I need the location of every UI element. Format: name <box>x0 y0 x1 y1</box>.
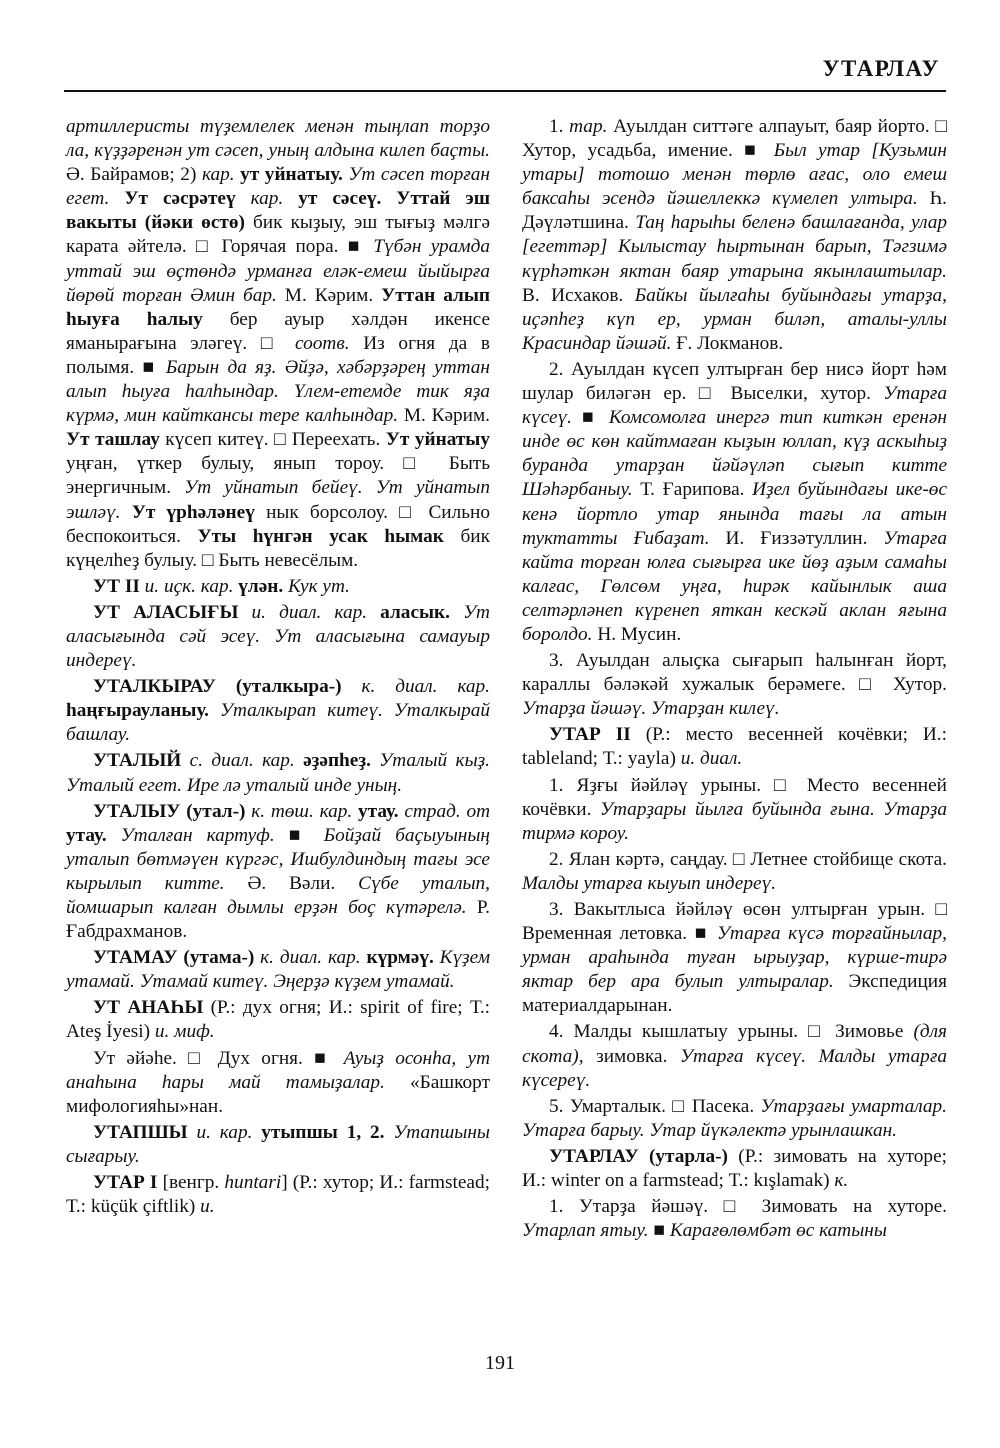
example-text: и. иҫк. кар. <box>139 575 234 597</box>
headword-text: утыпшы 1, 2. <box>252 1121 385 1143</box>
example-text: Карағөлөмбәт өс катыны <box>669 1220 887 1242</box>
headword-text: Уттай эш вакыты (йәки өстө) <box>66 188 490 234</box>
example-text: Утарға күсә торғайнылар, урман араһында туған ырыуҙар, күрше-тирә яктар бер ара булып ултыралар. <box>522 923 948 993</box>
example-text: и. диал. кар. <box>238 601 368 623</box>
example-text: Бойҙай баҫыуының уталып бөтмәүен күргәс, Ишбулдиндың тағы эсе кырылып китте. <box>66 824 490 894</box>
example-text: Утарҙағы умарталар. Утарға барыу. Утар йүкәлектә урынлашкан. <box>522 1095 947 1141</box>
body-text: Ә. Вәли. <box>224 872 359 894</box>
example-text: Байкы йылғаһы буйындағы утарҙа, иҫәпһеҙ күп ер, урман биләп, аталы-уллы Красиндар йәшәй. <box>522 284 947 354</box>
headword-text: Ут үрһәләнеү <box>120 501 255 523</box>
running-head: УТАРЛАУ <box>822 56 940 81</box>
headword-text: Ут уйнатыу <box>385 429 491 451</box>
example-text: кар. <box>201 164 235 186</box>
headword-text: УТАЛКЫРАУ (уталкыра-) <box>93 676 342 698</box>
dictionary-paragraph <box>522 1095 947 1143</box>
example-text: Утарға күсеү. <box>522 383 947 429</box>
body-text: Н. Мусин. <box>592 623 682 645</box>
body-text: 4. Малды кышлатыу урыны. □ Зимовье <box>549 1021 914 1043</box>
dictionary-paragraph <box>66 996 490 1044</box>
headword-text: УТ II <box>93 575 140 597</box>
dictionary-paragraph <box>66 1171 490 1219</box>
body-text: 1. <box>549 116 570 137</box>
dictionary-paragraph <box>66 1121 490 1169</box>
headword-text: Ут ташлау <box>66 429 160 451</box>
body-text: М. Кәрим. <box>276 284 382 306</box>
headword-text: УТАР I <box>93 1172 158 1194</box>
dictionary-paragraph <box>522 774 947 846</box>
body-text: 3. Вакытлыса йәйләү өсөн ултырған урын. □ Временная летовка. ■ <box>522 899 947 945</box>
example-text: и. диал. <box>680 748 743 770</box>
example-text: соотв. <box>295 332 350 354</box>
example-text: Утарға кайта торған юлға сығырға ике йөҙ аҙым самаһы калғас, Гөлсөм уңға, һирәк кайынлык аша селтәрләнеп күренеп яткан кескәй аклан яғына боролдо. <box>522 527 947 645</box>
headword-text: УТ АЛАСЫҒЫ <box>93 601 239 623</box>
headword-text: утау. <box>66 824 107 846</box>
example-text: артиллеристы түҙемлелек менән тыңлап торҙо ла, күҙҙәренән ут сәсеп, уның алдына килеп баҫты. <box>66 116 490 162</box>
right-column <box>522 115 947 1245</box>
body-text: И. Ғиззәтуллин. <box>709 527 884 549</box>
headword-text: һаңғырауланыу. <box>66 700 209 722</box>
example-text: Уталкырап китеү. Уталкырай башлау. <box>66 700 490 746</box>
dictionary-paragraph <box>522 1020 947 1092</box>
body-text: (Р.: дух огня; И.: spirit of fire; Т.: Ateş İyesi) <box>66 997 490 1043</box>
headword-text: Уты һүнгән усак һымак <box>197 525 444 547</box>
headword-text: аласык. <box>367 601 450 623</box>
dictionary-paragraph <box>66 1047 490 1119</box>
body-text: 2. Ауылдан күсеп ултырған бер нисә йорт һәм шулар биләгән ер. □ Выселки, хутор. <box>522 358 947 405</box>
headword-text: УТАЛЫУ (утал-) <box>93 800 246 822</box>
dictionary-paragraph <box>522 898 947 1018</box>
body-text: нык борсолоу. □ Сильно беспокоиться. <box>66 501 491 547</box>
headword-text: УТАРЛАУ (утарла-) <box>549 1145 728 1167</box>
example-text: Уталый кыҙ. Уталый егет. Ире лә уталый инде уның. <box>66 750 490 796</box>
dictionary-paragraph <box>522 1145 947 1193</box>
example-text: Уталған картуф. <box>106 824 275 846</box>
body-text: бик күңелһеҙ булыу. □ Быть невесёлым. <box>66 525 490 571</box>
example-text: кар. <box>235 188 284 210</box>
headword-text: УТАЛЫЙ <box>93 750 182 772</box>
body-text: ■ <box>274 824 324 846</box>
example-text: с. диал. кар. <box>181 750 295 772</box>
body-text: бер ауыр хәлдән икенсе яманырағына эләгеү. □ <box>66 308 490 354</box>
body-text: ■ <box>648 1220 670 1242</box>
body-text: В. Исхаков. <box>522 284 635 306</box>
example-text: Комсомолға инергә тип киткән еренән инде өс көн кайтмаған кыҙын юллап, күҙ аскыһыҙ буранда утарҙан йәйәүләп сығып китте Шәһәрбаныу. <box>522 407 947 501</box>
example-text: Ут уйнатып бейеү. Ут уйнатып эшләү. <box>66 477 490 523</box>
page-number: 191 <box>485 1352 515 1374</box>
body-text: 1. Яҙғы йәйләү урыны. □ Место весенней кочёвки. <box>522 774 947 820</box>
example-text: Барын да яҙ. Әйҙә, хәбәрҙәрең уттан алып һыуға һалһындар. Үлем-етемде тик яҙа күрмә, мин кайткансы тере калһындар. <box>66 356 490 427</box>
example-text: huntari <box>224 1172 282 1194</box>
body-text: ■ <box>571 407 609 429</box>
body-text: Ә. Байрамов; 2) <box>66 164 202 186</box>
body-text: Экспедиция материалдарынан. <box>522 971 947 1017</box>
example-text: Был утар [Кузьмин утары] тотошо менән төрлө ағас, оло емеш баксаһы эсендә йәшеллеккә күмелеп ултыра. <box>522 140 947 210</box>
body-text: Ғ. Локманов. <box>671 332 784 354</box>
body-text: күсеп китеү. □ Переехать. <box>159 429 386 451</box>
example-text: Утарҙа йәшәү. Утарҙан килеү. <box>522 698 780 720</box>
page-header <box>64 54 946 92</box>
headword-text: УТАМАУ (утама-) <box>93 947 255 969</box>
body-text: (Р.: зимовать на хуторе; И.: winter on a farmstead; Т.: kışlamak) <box>522 1145 947 1192</box>
example-text: к. төш. кар. <box>245 800 353 822</box>
dictionary-paragraph <box>66 749 490 797</box>
example-text: Утарға күсеү. Малды утарға күсереү. <box>522 1045 947 1091</box>
example-text: Ауыҙ осонһа, ут анаһына һары май тамыҙалар. <box>66 1047 490 1093</box>
example-text: Ут аласығында сәй эсеү. Ут аласығына самауыр индереү. <box>66 601 490 672</box>
example-text: к. диал. кар. <box>254 947 361 969</box>
body-text: М. Кәрим. <box>398 405 490 427</box>
dictionary-paragraph <box>522 649 947 721</box>
body-text: Ут әйәһе. □ Дух огня. ■ <box>93 1047 344 1069</box>
headword-text: утау. <box>352 800 399 822</box>
headword-text: Уттан алып һыуға һалыу <box>66 284 490 330</box>
example-text: Таң һарыһы беленә башлағанда, улар [егеттәр] Кылыстау һыртынан барып, Тәгзимә күрһәткән яктан баяр утарына якынлаштылар. <box>522 212 947 282</box>
headword-text: үлән. <box>233 575 284 597</box>
headword-text: күрмәү. <box>360 947 434 969</box>
example-text: страд. от <box>398 800 491 822</box>
example-text: Кук ут. <box>283 575 350 597</box>
body-text: Т. Ғарипова. <box>632 479 753 501</box>
headword-text: әҙәпһеҙ. <box>294 750 371 772</box>
left-column <box>66 115 490 1221</box>
example-text: Ут сәсеп торған егет. <box>66 164 491 210</box>
dictionary-paragraph <box>66 575 490 599</box>
example-text: Малды утарға кыуып индереү. <box>522 872 777 894</box>
body-text: [венгр. <box>157 1172 225 1194</box>
body-text: ] (Р.: хутор; И.: farmstead; Т.: küçük çiftlik) <box>66 1172 490 1218</box>
headword-text: Ут сәсрәтеү <box>109 188 236 210</box>
example-text: Иҙел буйындағы ике-өс кенә йортло утар янында тағы ла атын туктатты Ғибаҙат. <box>522 479 948 549</box>
example-text: Сүбе уталып, йомшарып калған дымлы ерҙән боҫ күтәрелә. <box>66 872 490 918</box>
body-text: (Р.: место весенней кочёвки; И.: tableland; Т.: yayla) <box>522 724 947 770</box>
body-text: 1. Утарҙа йәшәү. □ Зимовать на хуторе. <box>549 1196 947 1218</box>
example-text: Утапшыны сығарыу. <box>66 1121 490 1167</box>
body-text: бик кыҙыу, эш тығыҙ мәлгә карата әйтелә. □ Горячая пора. ■ <box>66 212 491 258</box>
example-text: и. миф. <box>154 1021 215 1043</box>
dictionary-paragraph <box>522 1195 947 1243</box>
body-text: Һ. Дәүләтшина. <box>522 188 947 234</box>
dictionary-paragraph <box>522 115 947 356</box>
headword-text: ут сәсеү. <box>283 188 382 210</box>
example-text: (для скота), <box>522 1021 947 1067</box>
headword-text: УТАР II <box>549 724 631 746</box>
body-text: 2. Ялан кәртә, саңдау. □ Летнее стойбище скота. <box>549 848 947 870</box>
body-text: уңған, үткер булыу, янып тороу. □ Быть энергичным. <box>66 453 490 499</box>
example-text: Утарлап ятыу. <box>522 1220 649 1242</box>
body-text: Р. Ғабдрахманов. <box>66 897 490 943</box>
dictionary-paragraph <box>522 358 947 647</box>
headword-text: ут уйнатыу. <box>234 164 343 186</box>
body-text: «Башкорт мифологияһы»нан. <box>66 1071 490 1117</box>
body-text: Ауылдан ситтәге алпауыт, баяр йорто. □ Хутор, усадьба, имение. ■ <box>522 116 947 162</box>
dictionary-paragraph <box>522 723 947 771</box>
dictionary-paragraph <box>66 800 490 945</box>
headword-text: УТ АНАҺЫ <box>93 997 204 1019</box>
dictionary-paragraph <box>66 601 490 673</box>
headword-text: УТАПШЫ <box>93 1121 188 1143</box>
example-text: Күҙем утамай. Утамай китеү. Эңерҙә күҙем утамай. <box>66 947 490 993</box>
body-text: 3. Ауылдан алыҫка сығарып һалынған йорт, караллы бәләкәй хужалык берәмеге. □ Хутор. <box>522 650 947 696</box>
example-text: и. <box>200 1196 215 1218</box>
body-text: зимовка. <box>583 1045 680 1067</box>
example-text: тар. <box>569 116 608 137</box>
dictionary-paragraph <box>66 946 490 994</box>
body-text: 5. Умарталык. □ Пасека. <box>549 1095 761 1117</box>
body-text: Из огня да в полымя. ■ <box>66 332 491 378</box>
example-text: Түбән урамда уттай эш өҫтөндә урманға еләк-емеш йыйырға йөрөй торған Әмин бар. <box>66 236 490 306</box>
example-text: к. диал. кар. <box>341 676 490 698</box>
example-text: к. <box>834 1170 849 1192</box>
dictionary-paragraph <box>66 115 490 573</box>
example-text: и. кар. <box>187 1121 253 1143</box>
example-text: Утарҙары йылға буйында ғына. Утарҙа тирмә короу. <box>522 798 948 844</box>
dictionary-paragraph <box>522 848 947 896</box>
dictionary-paragraph <box>66 675 490 747</box>
